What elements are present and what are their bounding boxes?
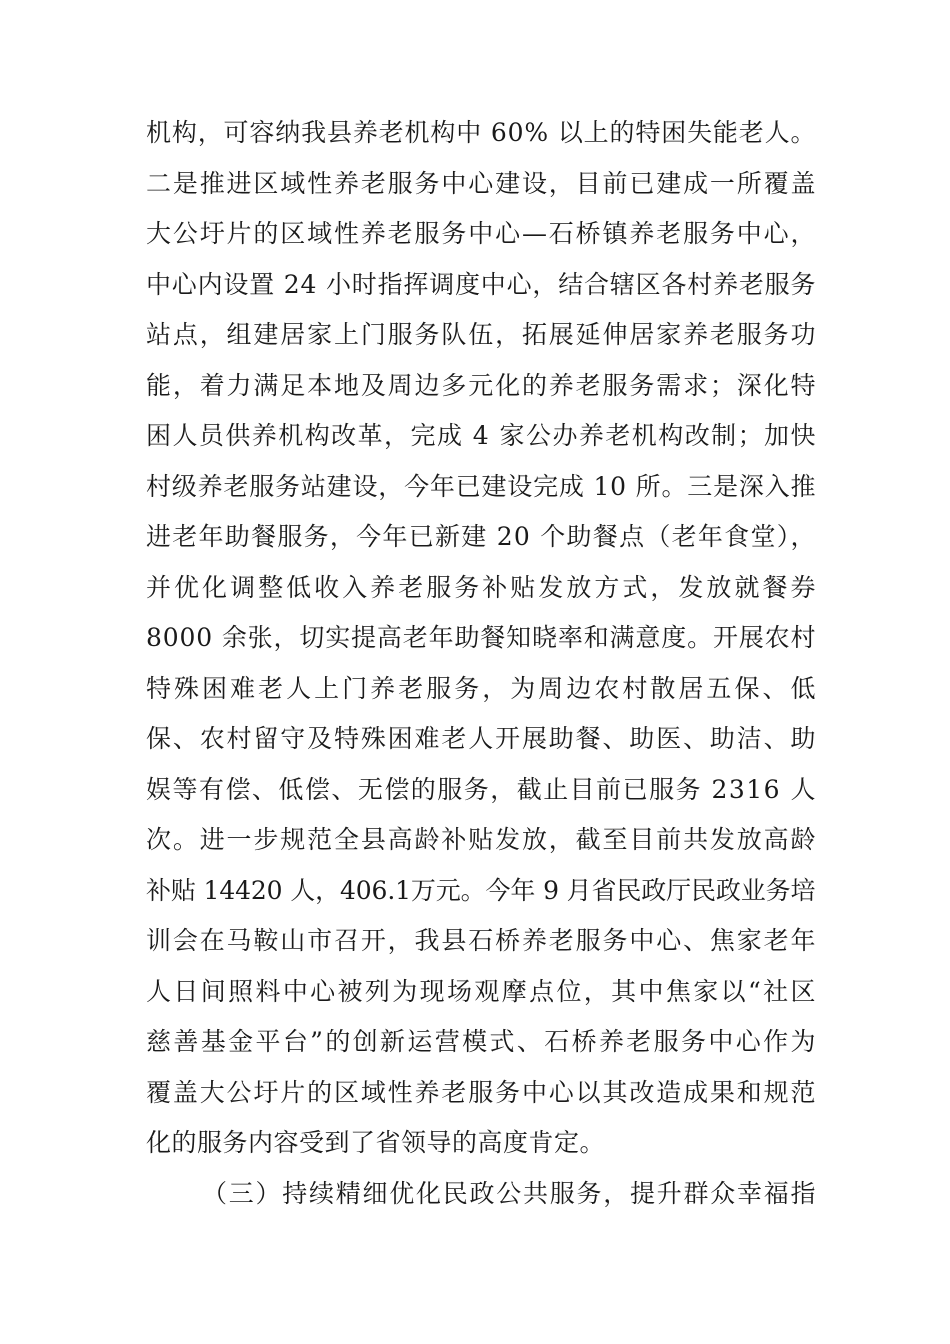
text-line: 化的服务内容受到了省领导的高度肯定。 (146, 1128, 606, 1157)
text-line: 站点，组建居家上门服务队伍，拓展延伸居家养老服务功 (146, 320, 818, 349)
text-line: 8000 余张，切实提高老年助餐知晓率和满意度。开展农村 (146, 623, 817, 652)
text-line: 进老年助餐服务，今年已新建 20 个助餐点（老年食堂）， (146, 522, 817, 551)
text-line: 二是推进区域性养老服务中心建设，目前已建成一所覆盖 (146, 168, 818, 198)
text-line: 特殊困难老人上门养老服务，为周边农村散居五保、低 (146, 673, 819, 703)
text-line: 困人员供养机构改革，完成 4 家公办养老机构改制；加快 (146, 421, 817, 450)
text-line: 大公圩片的区域性养老服务中心—石桥镇养老服务中心， (146, 219, 818, 248)
text-line: 人日间照料中心被列为现场观摩点位，其中焦家以“社区 (146, 976, 818, 1006)
text-line: 覆盖大公圩片的区域性养老服务中心以其改造成果和规范 (146, 1077, 818, 1107)
text-line: 能，着力满足本地及周边多元化的养老服务需求；深化特 (146, 370, 818, 400)
text-line: 并优化调整低收入养老服务补贴发放方式，发放就餐券 (146, 572, 819, 602)
text-line: 训会在马鞍山市召开，我县石桥养老服务中心、焦家老年 (146, 926, 818, 955)
text-line: 村级养老服务站建设，今年已建设完成 10 所。三是深入推 (146, 471, 817, 501)
body-text (146, 108, 819, 1219)
text-line: 机构，可容纳我县养老机构中 60% 以上的特困失能老人。 (146, 118, 817, 147)
text-line: 慈善基金平台”的创新运营模式、石桥养老服务中心作为 (146, 1027, 818, 1056)
text-line: 中心内设置 24 小时指挥调度中心，结合辖区各村养老服务 (146, 269, 817, 299)
text-line: 补贴 14420 人，406.1万元。今年 9 月省民政厅民政业务培 (146, 875, 816, 905)
text-line: 娱等有偿、低偿、无偿的服务，截止目前已服务 2316 人 (146, 774, 817, 804)
text-line: 保、农村留守及特殊困难老人开展助餐、助医、助洁、助 (146, 724, 818, 753)
text-line: 次。进一步规范全县高龄补贴发放，截至目前共发放高龄 (146, 825, 818, 854)
section-heading: （三）持续精细优化民政公共服务，提升群众幸福指 (202, 1178, 818, 1208)
